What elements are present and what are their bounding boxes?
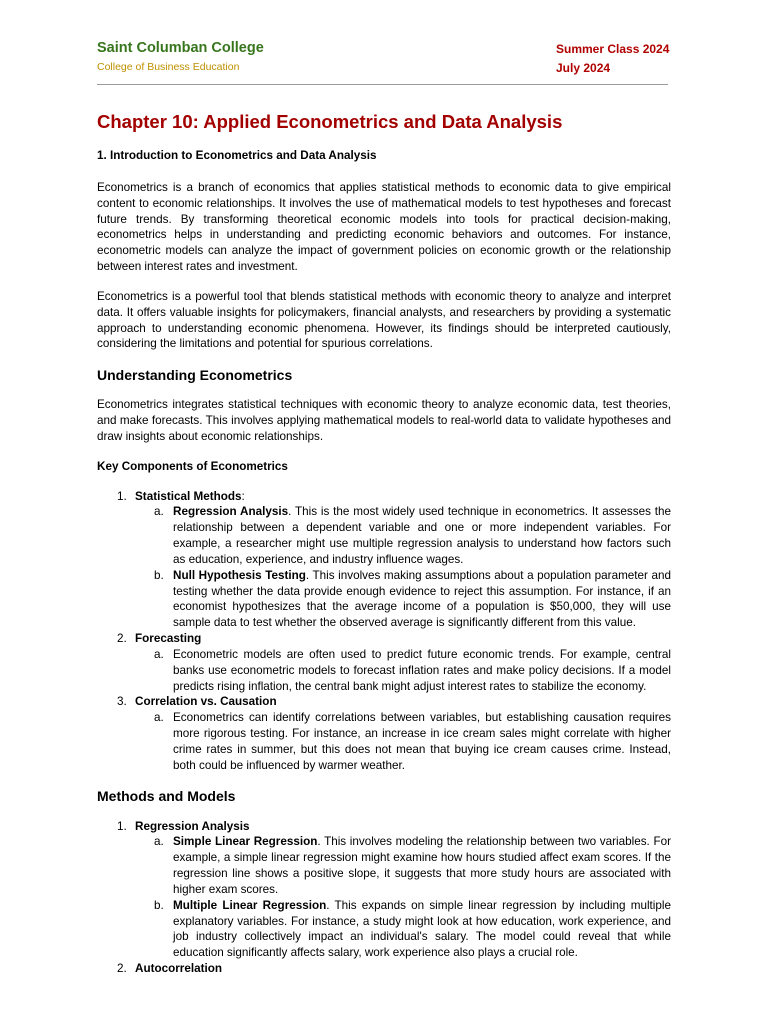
department-name: College of Business Education (97, 61, 240, 73)
sub-item-letter: a. (154, 505, 164, 519)
key-components-list (97, 489, 671, 774)
list-item-title: Autocorrelation (135, 962, 223, 976)
list-item-number: 1. (117, 489, 127, 503)
sub-item-term: Regression Analysis (173, 505, 289, 519)
list-item-title: Statistical Methods (135, 489, 242, 503)
sub-list-item (135, 568, 671, 631)
methods-heading: Methods and Models (97, 787, 236, 804)
sub-item-letter: b. (154, 568, 164, 582)
list-item-number: 2. (117, 962, 127, 976)
sub-list (135, 504, 671, 631)
intro-paragraph-2: Econometrics is a powerful tool that blends statistical methods with economic theory to analyze and interpret data. It offers valuable insights for policymakers, financial analysts, and researchers by providing a systematic approach to understanding economic phenomena. However, its findings should be interpreted cautiously, considering the limitations and potential for spurious correlations. (97, 289, 671, 351)
intro-paragraph-1: Econometrics is a branch of economics that applies statistical methods to economic data to give empirical content to economic relationships. It involves the use of mathematical models to test hypotheses and forecast future trends. By transforming theoretical economic models into tools for practical decision-making, econometrics helps in understanding and predicting economic behaviors and outcomes. For instance, econometric models can analyze the impact of government policies on economic growth or the relationship between interest rates and investment. (97, 180, 671, 274)
intro-heading: 1. Introduction to Econometrics and Data Analysis (97, 149, 377, 162)
college-name: Saint Columban College (97, 40, 264, 56)
list-item (97, 489, 671, 632)
understanding-heading: Understanding Econometrics (97, 367, 293, 384)
sub-item-text: . This expands on simple linear regression by including multiple explanatory variables. For instance, a study might look at how education, work experience, and job industry collectively impact an individual's salary. The model could reveal that while education significantly affects salary, work experience also plays a crucial role. (173, 898, 671, 960)
understanding-paragraph: Econometrics integrates statistical techniques with economic theory to analyze economic data, test theories, and make forecasts. This involves applying mathematical models to real-world data to validate hypotheses and draw insights about economic relationships. (97, 398, 671, 443)
sub-list-item (135, 504, 671, 567)
list-item-title: Correlation vs. Causation (135, 695, 277, 709)
list-item (97, 961, 671, 977)
sub-item-term: Multiple Linear Regression (173, 898, 327, 912)
list-item (97, 819, 671, 962)
date-label: July 2024 (556, 61, 611, 75)
chapter-title: Chapter 10: Applied Econometrics and Data Analysis (97, 111, 563, 132)
sub-item-letter: b. (154, 898, 164, 912)
sub-list-item (135, 647, 671, 695)
sub-item-term: Null Hypothesis Testing (173, 568, 306, 582)
list-item (97, 694, 671, 773)
sub-item-term: Simple Linear Regression (173, 835, 318, 849)
sub-item-letter: a. (154, 835, 164, 849)
sub-list (135, 647, 671, 695)
list-item-title: Regression Analysis (135, 819, 250, 833)
list-item-number: 1. (117, 819, 127, 833)
sub-list-item (135, 834, 671, 897)
list-item (97, 631, 671, 694)
list-item-title: Forecasting (135, 632, 202, 646)
methods-list (97, 819, 671, 977)
sub-list-item (135, 710, 671, 773)
list-item-number: 3. (117, 695, 127, 709)
sub-list-item (135, 898, 671, 961)
page-header (97, 0, 671, 84)
sub-item-letter: a. (154, 711, 164, 725)
sub-item-text: Econometrics can identify correlations between variables, but establishing causation requires more rigorous testing. For instance, an increase in ice cream sales might correlate with higher crime rates in summer, but this does not mean that buying ice cream causes crime. Instead, both could be influenced by warmer weather. (173, 711, 671, 772)
sub-item-text: . This is the most widely used technique in econometrics. It assesses the relationship between a dependent variable and one or more independent variables. For example, a researcher might use multiple regression analysis to understand how factors such as education, experience, and industry influence wages. (173, 505, 671, 566)
term-label: Summer Class 2024 (556, 42, 670, 56)
document-page (97, 0, 671, 976)
sub-item-text: . This involves modeling the relationship between two variables. For example, a simple linear regression might examine how hours studied affect exam scores. If the regression line shows a positive slope, it suggests that more study hours are associated with higher exam scores. (173, 835, 671, 896)
header-divider (97, 84, 668, 85)
key-components-heading: Key Components of Econometrics (97, 459, 288, 473)
sub-list (135, 710, 671, 773)
sub-item-text: Econometric models are often used to predict future economic trends. For example, central banks use econometric models to forecast inflation rates and make policy decisions. If a model predicts rising inflation, the central bank might adjust interest rates to stabilize the economy. (173, 647, 671, 693)
sub-item-letter: a. (154, 647, 164, 661)
sub-list (135, 834, 671, 961)
sub-item-text: . This involves making assumptions about a population parameter and testing whether the data provide enough evidence to reject this assumption. For instance, if an economist hypothesizes that the average income of a population is $50,000, they will use sample data to test whether the observed average is significantly different from this value. (173, 568, 671, 630)
document-body (97, 148, 671, 977)
list-item-suffix: : (241, 489, 245, 503)
list-item-number: 2. (117, 632, 127, 646)
